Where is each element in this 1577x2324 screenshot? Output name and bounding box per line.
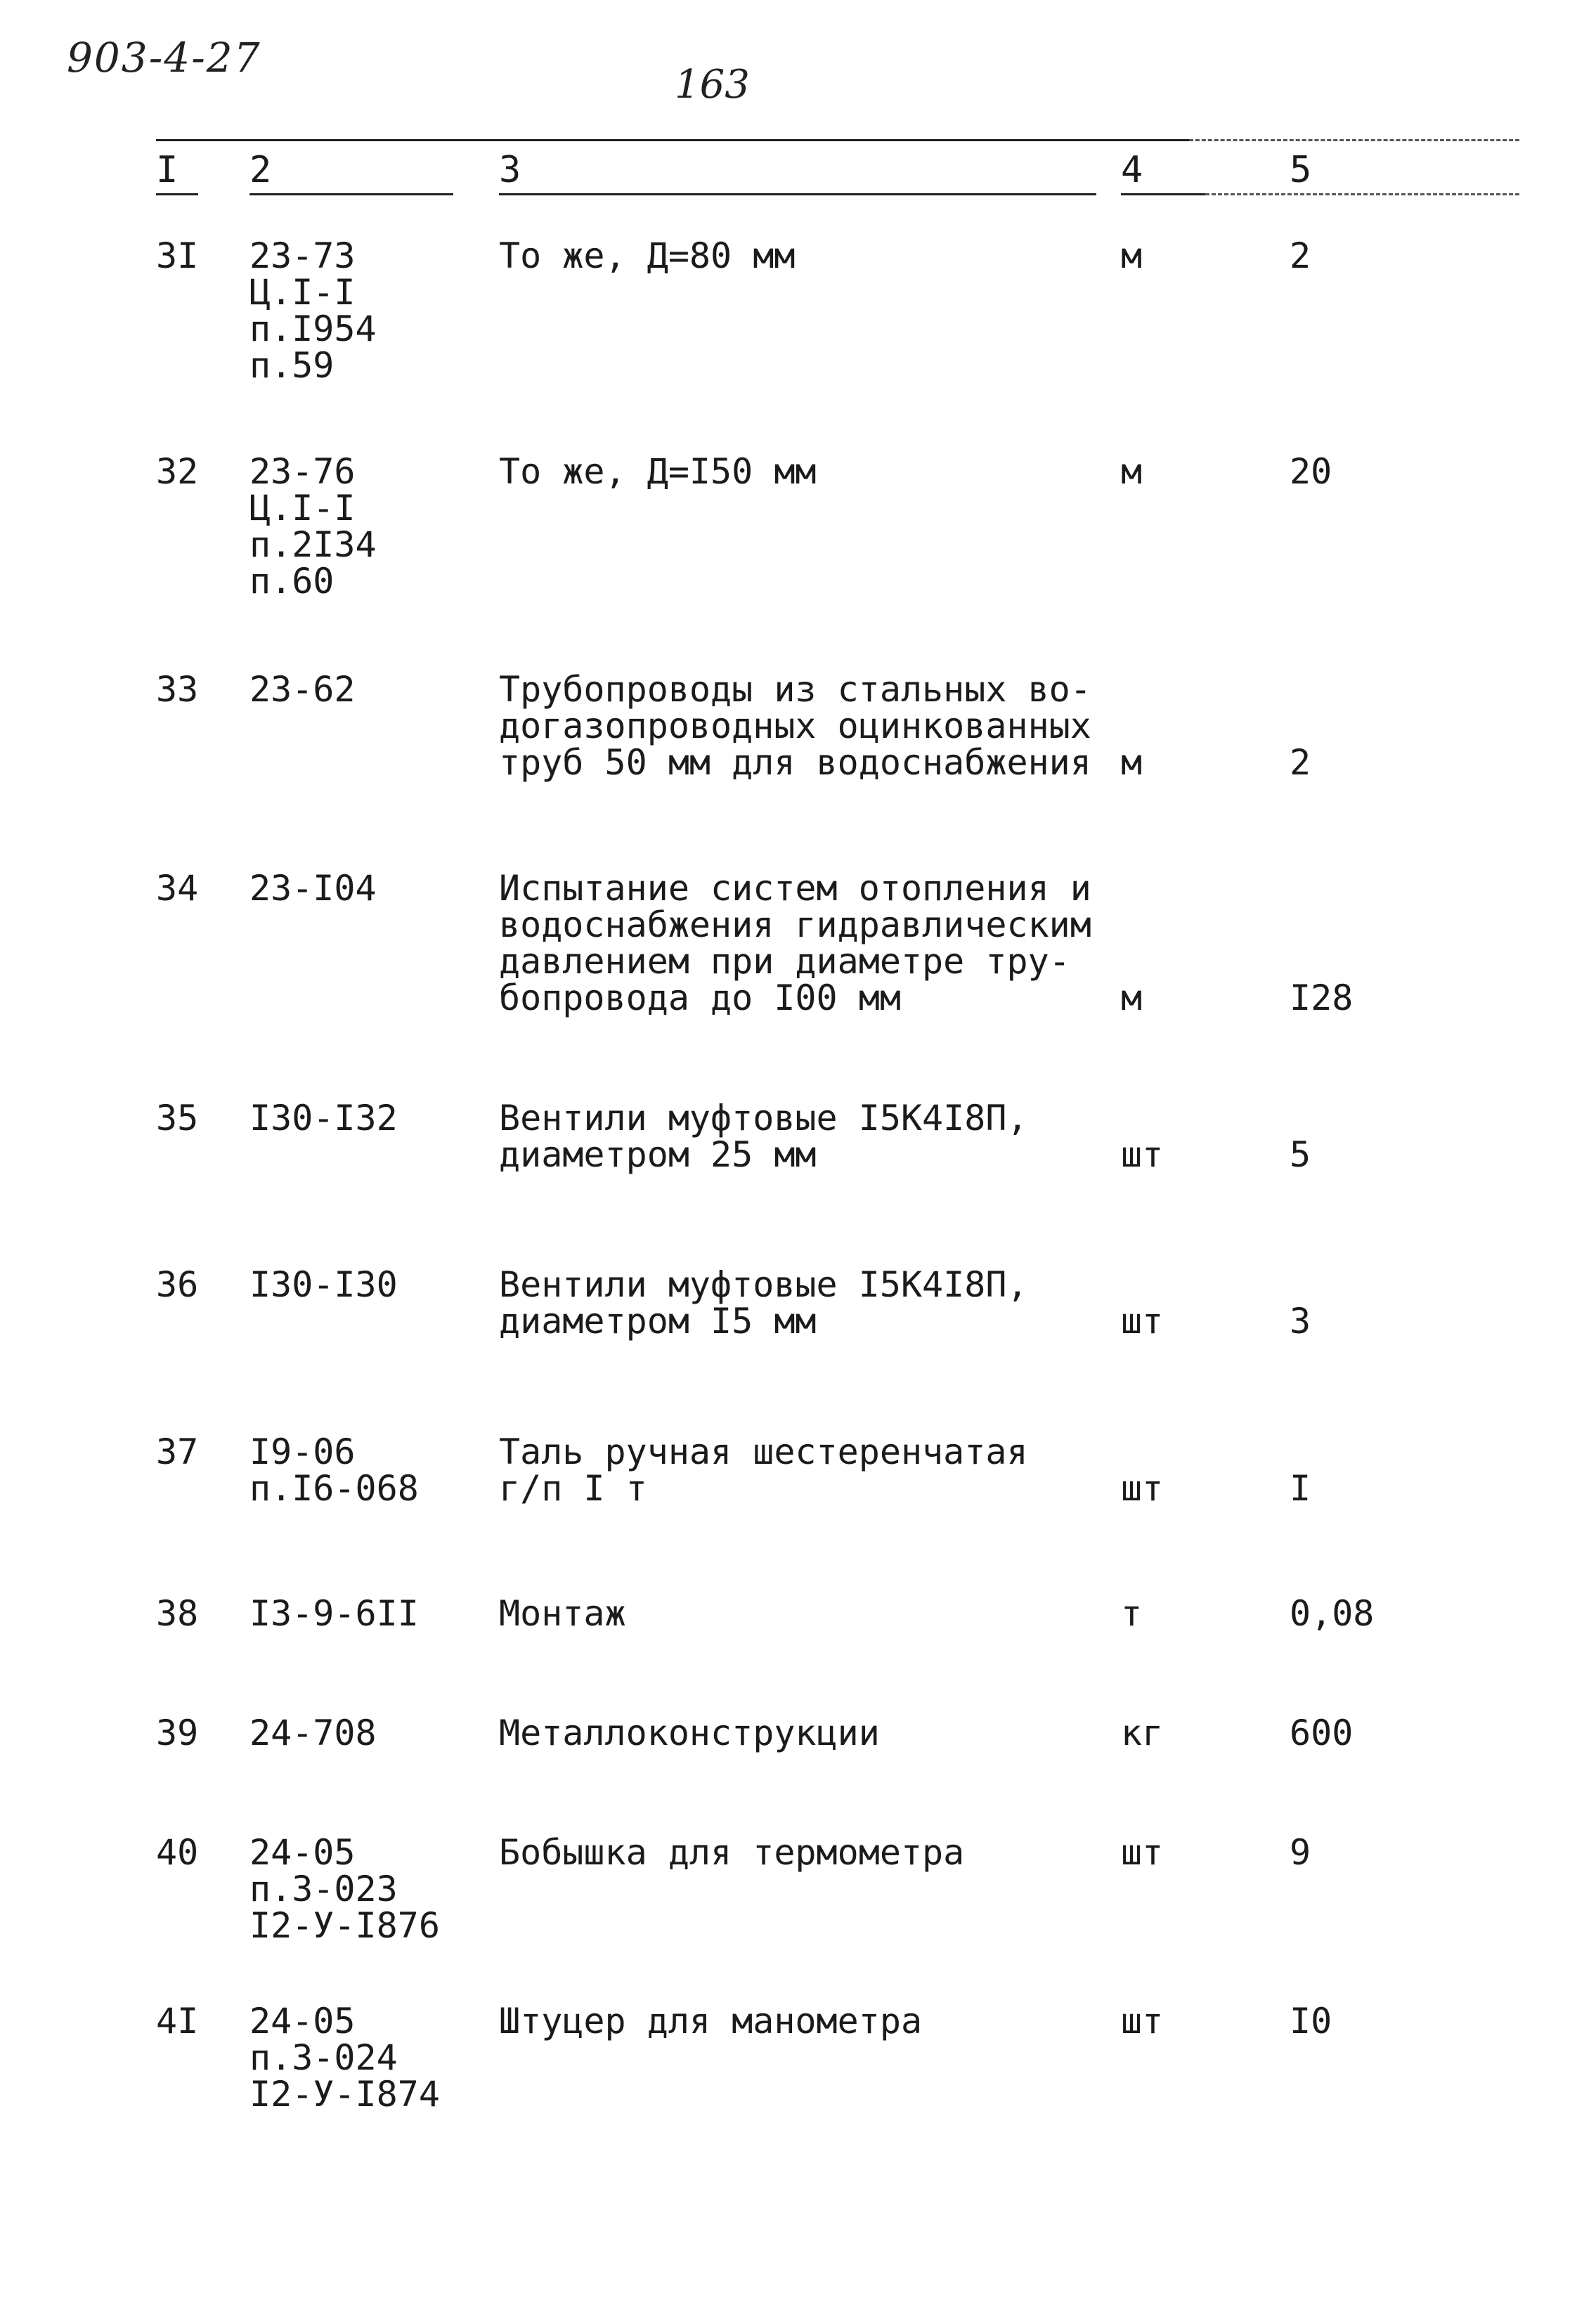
row-unit: м [1121,235,1143,276]
row-number: 35 [156,1098,199,1138]
row-quantity: I0 [1290,2001,1332,2041]
row-description: Монтаж [499,1593,626,1634]
row-quantity: 5 [1290,1134,1311,1175]
row-code: 23-76 Ц.I-I п.2I34 п.60 [249,451,377,602]
row-code: I9-06 п.I6-068 [249,1432,419,1509]
row-number: 40 [156,1832,199,1873]
row-unit: т [1121,1593,1143,1634]
row-quantity: 20 [1290,451,1332,492]
row-description: Вентили муфтовые I5К4I8П, диаметром 25 мм [499,1098,1028,1175]
row-unit: шт [1121,2001,1164,2041]
row-number: 3I [156,235,199,276]
row-quantity: I28 [1290,978,1354,1018]
row-description: Испытание систем отопления и водоснабжения гидравлическим давлением при диаметре тру- бопровода до I00 мм [499,868,1091,1018]
row-quantity: I [1290,1468,1311,1509]
row-number: 36 [156,1264,199,1305]
row-unit: м [1121,742,1143,783]
top-rule-dashed [1189,139,1519,141]
handwritten-page-number: 163 [675,62,750,108]
row-description: То же, Д=I50 мм [499,451,817,492]
row-quantity: 0,08 [1290,1593,1375,1634]
row-quantity: 3 [1290,1301,1311,1342]
row-description: То же, Д=80 мм [499,235,796,276]
column-header-3: 3 [499,149,521,191]
row-code: 23-62 [249,669,356,710]
row-number: 34 [156,868,199,909]
row-unit: кг [1121,1713,1164,1753]
header-rule-col3 [499,193,1096,195]
column-header-4: 4 [1121,149,1143,191]
column-header-5: 5 [1290,149,1312,191]
row-code: 24-708 [249,1713,377,1753]
row-quantity: 9 [1290,1832,1311,1873]
row-description: Металлоконструкции [499,1713,880,1753]
row-code: 23-I04 [249,868,377,909]
row-unit: шт [1121,1134,1164,1175]
row-description: Бобышка для термометра [499,1832,965,1873]
row-quantity: 600 [1290,1713,1354,1753]
row-description: Трубопроводы из стальных во- догазопроводных оцинкованных труб 50 мм для водоснабжения [499,669,1091,783]
row-code: 24-05 п.3-024 I2-У-I874 [249,2001,440,2115]
row-unit: м [1121,978,1143,1018]
top-rule [156,139,1189,141]
row-quantity: 2 [1290,742,1311,783]
row-unit: м [1121,451,1143,492]
handwritten-document-code: 903-4-27 [67,34,261,82]
row-description: Таль ручная шестеренчатая г/п I т [499,1432,1028,1509]
row-unit: шт [1121,1832,1164,1873]
header-rule-dashed [1205,193,1519,195]
header-rule-col2 [249,193,453,195]
row-number: 32 [156,451,199,492]
row-code: 23-73 Ц.I-I п.I954 п.59 [249,235,377,386]
row-code: I30-I32 [249,1098,398,1138]
row-description: Вентили муфтовые I5К4I8П, диаметром I5 мм [499,1264,1028,1342]
header-rule-col1 [156,193,198,195]
row-description: Штуцер для манометра [499,2001,923,2041]
row-code: 24-05 п.3-023 I2-У-I876 [249,1832,440,1946]
column-header-2: 2 [249,149,272,191]
row-number: 4I [156,2001,199,2041]
row-number: 33 [156,669,199,710]
row-number: 39 [156,1713,199,1753]
row-quantity: 2 [1290,235,1311,276]
row-number: 37 [156,1432,199,1472]
row-unit: шт [1121,1468,1164,1509]
row-code: I3-9-6II [249,1593,419,1634]
header-rule-col4 [1121,193,1205,195]
row-number: 38 [156,1593,199,1634]
row-unit: шт [1121,1301,1164,1342]
row-code: I30-I30 [249,1264,398,1305]
column-header-1: I [156,149,179,191]
